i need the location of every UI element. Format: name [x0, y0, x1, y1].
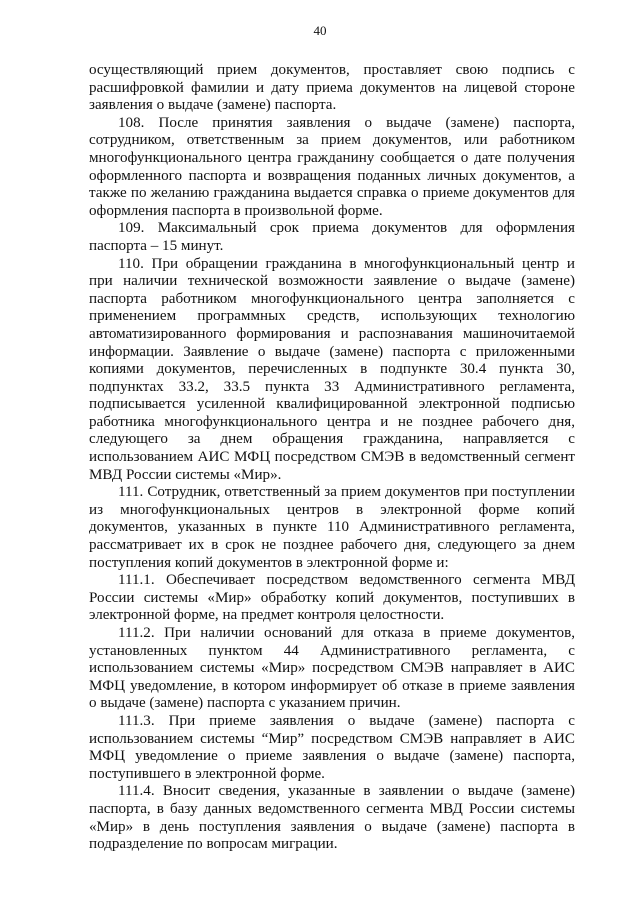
paragraph-108: 108. После принятия заявления о выдаче (замене) паспорта, сотрудником, ответственным за прием документов, или работником многофункционального центра гражданину сообщается о дате получения оформленного паспорта и возвращения поданных личных документов, а также по желанию гражданина выдается справка о приеме документов для оформления паспорта в произвольной форме. [89, 114, 575, 219]
paragraph-110: 110. При обращении гражданина в многофункциональный центр и при наличии технической возможности заявление о выдаче (замене) паспорта работником многофункционального центра заполняется с применением программных средств, использующих технологию автоматизированного формирования и распознавания машиночитаемой информации. Заявление о выдаче (замене) паспорта с приложенными копиями документов, перечисленных в подпункте 30.4 пункта 30, подпунктах 33.2, 33.5 пункта 33 Административного регламента, подписывается усиленной квалифицированной электронной подписью работника многофункционального центра и не позднее рабочего дня, следующего за днем обращения гражданина, направляется с использованием АИС МФЦ посредством СМЭВ в ведомственный сегмент МВД России системы «Мир». [89, 255, 575, 483]
paragraph-109: 109. Максимальный срок приема документов для оформления паспорта – 15 минут. [89, 220, 575, 254]
paragraph-111-1: 111.1. Обеспечивает посредством ведомственного сегмента МВД России системы «Мир» обработку копий документов, поступивших в электронной форме, на предмет контроля целостности. [89, 572, 575, 624]
paragraph-111: 111. Сотрудник, ответственный за прием документов при поступлении из многофункциональных центров в электронной форме копий документов, указанных в пункте 110 Административного регламента, рассматривает их в срок не позднее рабочего дня, следующего за днем поступления копий документов в электронной форме и: [89, 484, 575, 571]
document-body [89, 62, 575, 854]
page-number: 40 [313, 23, 327, 38]
paragraph-continuation: осуществляющий прием документов, проставляет свою подпись с расшифровкой фамилии и дату приема документов на лицевой стороне заявления о выдаче (замене) паспорта. [89, 62, 575, 114]
paragraph-111-2: 111.2. При наличии оснований для отказа в приеме документов, установленных пунктом 44 Административного регламента, с использованием системы «Мир» посредством СМЭВ направляет в АИС МФЦ уведомление, в котором информирует об отказе в приеме заявления о выдаче (замене) паспорта с указанием причин. [89, 625, 575, 712]
paragraph-111-3: 111.3. При приеме заявления о выдаче (замене) паспорта с использованием системы “Мир” посредством СМЭВ направляет в АИС МФЦ уведомление о приеме заявления о выдаче (замене) паспорта, поступившего в электронной форме. [89, 712, 575, 782]
paragraph-111-4: 111.4. Вносит сведения, указанные в заявлении о выдаче (замене) паспорта, в базу данных ведомственного сегмента МВД России системы «Мир» в день поступления заявления о выдаче (замене) паспорта в подразделение по вопросам миграции. [89, 783, 575, 853]
